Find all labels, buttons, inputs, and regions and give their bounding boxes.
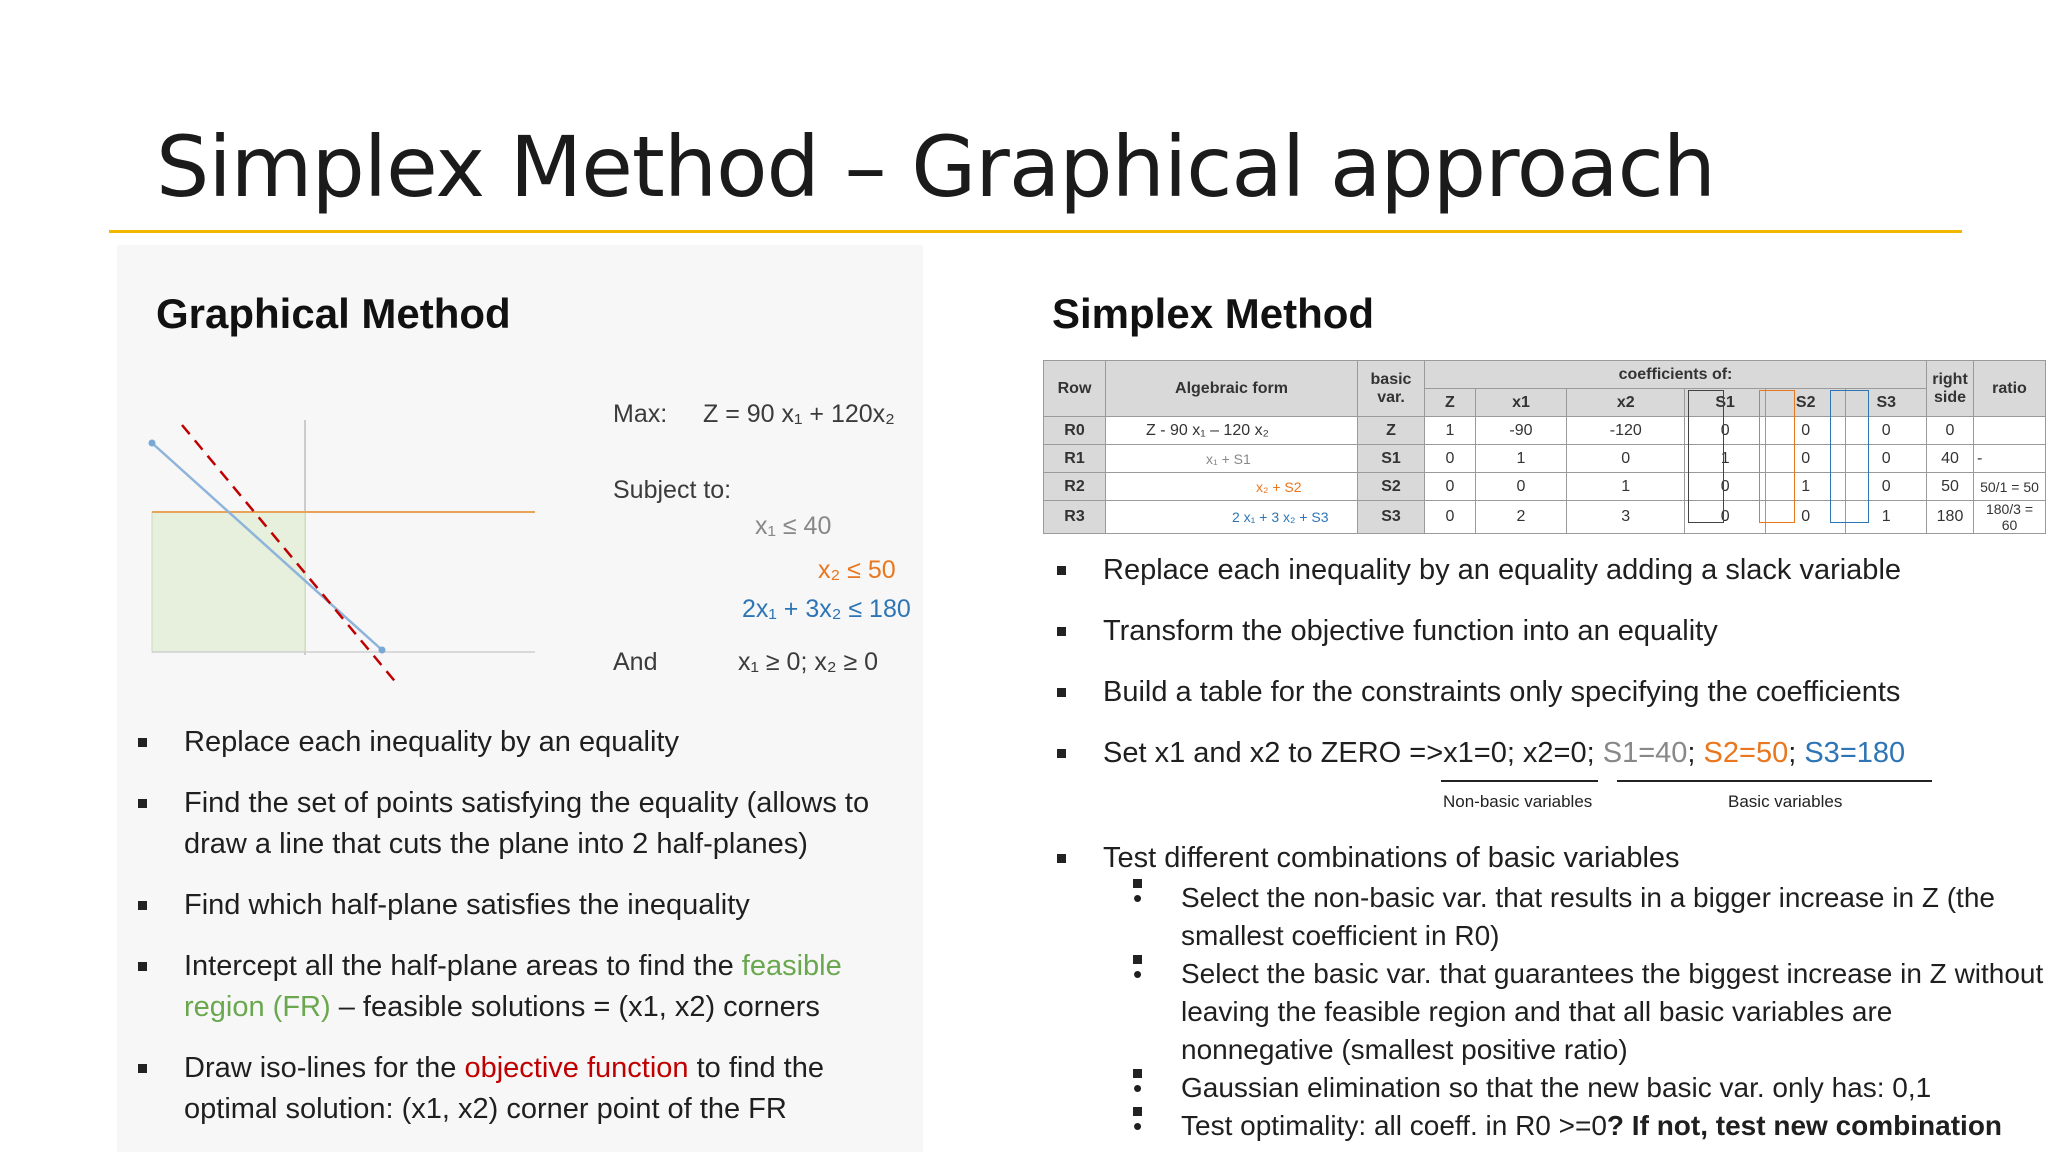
- s2-value: S2=50: [1703, 737, 1789, 769]
- algebraic-form: 2 x₁ + 3 x₂ + S3: [1106, 501, 1358, 534]
- list-item: [138, 1048, 918, 1130]
- row-label: R2: [1044, 473, 1106, 501]
- header-algebraic-form: Algebraic form: [1106, 361, 1358, 417]
- coef-cell: 0: [1425, 445, 1476, 473]
- bullet-text: Draw iso-lines for the: [184, 1052, 465, 1084]
- row-label: R0: [1044, 417, 1106, 445]
- blue-line-start-point: [149, 440, 156, 447]
- header-coefficients: coefficients of:: [1425, 361, 1927, 389]
- slide-title: Simplex Method – Graphical approach: [156, 118, 1715, 216]
- coef-cell: 0: [1685, 501, 1766, 534]
- sub-header: Z: [1425, 389, 1476, 417]
- coef-cell: 0: [1765, 445, 1846, 473]
- basic-var: S2: [1358, 473, 1425, 501]
- bullet-text: – feasible solutions = (x1, x2) corners: [330, 991, 820, 1023]
- coef-cell: -120: [1567, 417, 1685, 445]
- test-combinations-bullet: [1057, 838, 2047, 1145]
- s3-value: S3=180: [1804, 737, 1906, 769]
- simplex-bullets: [1057, 550, 2037, 774]
- ratio-cell: -: [1974, 445, 2046, 473]
- basic-var: S3: [1358, 501, 1425, 534]
- coef-cell: 0: [1685, 417, 1766, 445]
- blue-line-end-point: [379, 647, 386, 654]
- sub-list-item: • Select the basic var. that guarantees the biggest increase in Z without leaving the feasible region and that all basic variables are nonnegative (smallest positive ratio): [1133, 955, 2047, 1069]
- list-item: [1057, 733, 2037, 774]
- coef-cell: 1: [1567, 473, 1685, 501]
- coef-cell: 0: [1846, 445, 1927, 473]
- constraint-2: x₂ ≤ 50: [818, 556, 896, 584]
- algebraic-form: x₂ + S2: [1106, 473, 1358, 501]
- graphical-bullets: [138, 722, 918, 1130]
- objective-function-highlight: objective function: [464, 1052, 689, 1084]
- separator: ;: [1687, 737, 1704, 769]
- ratio-cell: 180/3 = 60: [1974, 501, 2046, 534]
- list-item: Build a table for the constraints only specifying the coefficients: [1057, 672, 2037, 713]
- list-item: Transform the objective function into an equality: [1057, 611, 2037, 652]
- constraint-3: 2x₁ + 3x₂ ≤ 180: [742, 595, 911, 623]
- list-item: Find which half-plane satisfies the inequality: [138, 885, 918, 926]
- list-item: Replace each inequality by an equality: [138, 722, 918, 763]
- basic-underline: [1617, 780, 1932, 782]
- title-underline: [109, 230, 1962, 233]
- s1-value: S1=40: [1602, 737, 1688, 769]
- simplex-method-heading: Simplex Method: [1052, 290, 1375, 337]
- sub-list-item: • Gaussian elimination so that the new basic var. only has: 0,1: [1133, 1069, 2047, 1107]
- ratio-cell: [1974, 417, 2046, 445]
- rhs-cell: 0: [1927, 417, 1974, 445]
- basic-var: S1: [1358, 445, 1425, 473]
- nonnegativity: x₁ ≥ 0; x₂ ≥ 0: [738, 648, 879, 676]
- sub-bullets: [1133, 879, 2047, 1145]
- feasible-region: [152, 512, 305, 652]
- rhs-cell: 40: [1927, 445, 1974, 473]
- coef-cell: 0: [1846, 417, 1927, 445]
- sub-list-item: [1133, 1107, 2047, 1145]
- table-row: [1044, 473, 2046, 501]
- bullet-text: Set x1 and x2 to ZERO =>x1=0; x2=0;: [1103, 737, 1603, 769]
- nonbasic-label: Non-basic variables: [1443, 792, 1593, 811]
- sub-header: x1: [1475, 389, 1566, 417]
- graphical-method-heading: Graphical Method: [156, 290, 511, 337]
- bullet-text: to find the optimal solution: (x1, x2) corner point of the FR: [184, 1052, 824, 1125]
- and-label: And: [613, 648, 658, 676]
- rhs-cell: 180: [1927, 501, 1974, 534]
- sub-header: S1: [1685, 389, 1766, 417]
- ratio-cell: 50/1 = 50: [1974, 473, 2046, 501]
- subject-to-label: Subject to:: [613, 476, 732, 504]
- sub-list-item: • Select the non-basic var. that results in a bigger increase in Z (the smallest coefficient in R0): [1133, 879, 2047, 955]
- list-item: Replace each inequality by an equality adding a slack variable: [1057, 550, 2037, 591]
- header-row: Row: [1044, 361, 1106, 417]
- coef-cell: 0: [1475, 473, 1566, 501]
- table-row: [1044, 445, 2046, 473]
- table-row: [1044, 417, 2046, 445]
- bullet-text: Intercept all the half-plane areas to find the: [184, 950, 742, 982]
- coef-cell: 2: [1475, 501, 1566, 534]
- coef-cell: 3: [1567, 501, 1685, 534]
- coef-cell: 0: [1425, 473, 1476, 501]
- row-label: R3: [1044, 501, 1106, 534]
- feasible-region-highlight: feasible region (FR): [184, 950, 842, 1023]
- sub-header: S2: [1765, 389, 1846, 417]
- coef-cell: 0: [1846, 473, 1927, 501]
- coef-cell: 0: [1425, 501, 1476, 534]
- simplex-tableau: [1043, 360, 2046, 534]
- coef-cell: -90: [1475, 417, 1566, 445]
- objective-function: Z = 90 x₁ + 120x₂: [703, 400, 895, 428]
- coef-cell: 1: [1685, 445, 1766, 473]
- list-item: Find the set of points satisfying the equality (allows to draw a line that cuts the plane into 2 half-planes): [138, 783, 918, 865]
- coef-cell: 0: [1685, 473, 1766, 501]
- bullet-text: Test different combinations of basic variables: [1103, 842, 1680, 874]
- coef-cell: 1: [1846, 501, 1927, 534]
- coef-cell: 1: [1765, 473, 1846, 501]
- basic-label: Basic variables: [1728, 792, 1843, 811]
- max-label: Max:: [613, 400, 668, 428]
- rhs-cell: 50: [1927, 473, 1974, 501]
- bullet-text: Test optimality: all coeff. in R0 >=0: [1181, 1110, 1607, 1141]
- sub-header: x2: [1567, 389, 1685, 417]
- s3-column-outline: [1830, 390, 1869, 523]
- header-right-side: right side: [1927, 361, 1974, 417]
- algebraic-form: Z - 90 x₁ – 120 x₂: [1106, 417, 1358, 445]
- nonbasic-underline: [1441, 780, 1598, 782]
- coef-cell: 0: [1765, 417, 1846, 445]
- list-item: [1057, 838, 2047, 1145]
- coef-cell: 0: [1765, 501, 1846, 534]
- coef-cell: 0: [1567, 445, 1685, 473]
- basic-var: Z: [1358, 417, 1425, 445]
- row-label: R1: [1044, 445, 1106, 473]
- bold-text: ? If not, test new combination: [1606, 1110, 2003, 1141]
- algebraic-form: x₁ + S1: [1106, 445, 1358, 473]
- header-ratio: ratio: [1974, 361, 2046, 417]
- s2-column-outline: [1759, 390, 1795, 523]
- graphical-plot: [135, 400, 555, 700]
- separator: ;: [1788, 737, 1805, 769]
- coef-cell: 1: [1475, 445, 1566, 473]
- header-basic-var: basic var.: [1358, 361, 1425, 417]
- s1-column-outline: [1688, 390, 1724, 523]
- constraint-1: x₁ ≤ 40: [755, 512, 832, 540]
- coef-cell: 1: [1425, 417, 1476, 445]
- sub-header: S3: [1846, 389, 1927, 417]
- table-row: [1044, 501, 2046, 534]
- list-item: [138, 946, 918, 1028]
